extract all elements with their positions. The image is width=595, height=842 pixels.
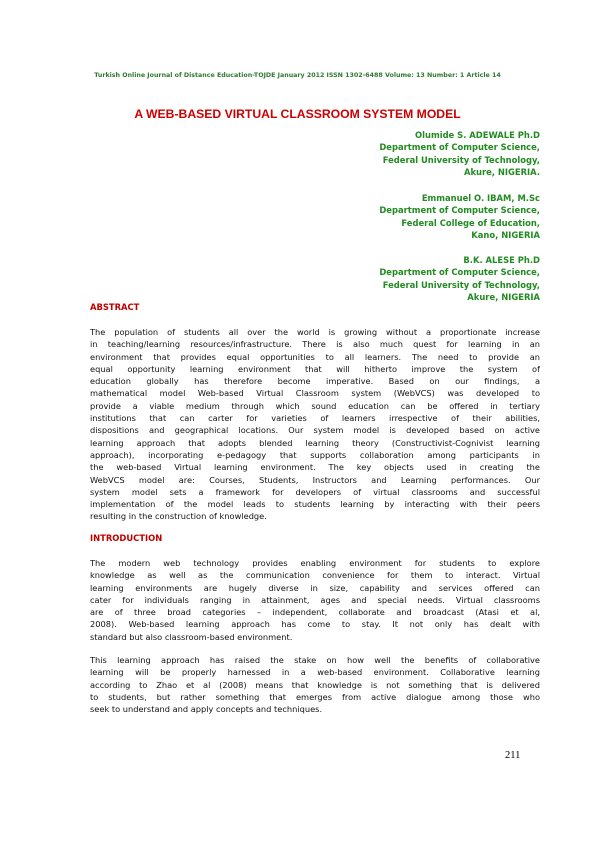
text-line: WebVCS model are: Courses, Students, Instructors and Learning performances. Our [90, 474, 540, 485]
author-affiliation-line: Federal University of Technology, [382, 154, 540, 165]
page-number: 211 [505, 750, 521, 761]
text-line: 2008). Web-based learning approach has come to stay. It not only has dealt with [90, 619, 540, 630]
running-header: Turkish Online Journal of Distance Education-TOJDE January 2012 ISSN 1302-6488 Volume: 13 Number: 1 Article 14 [94, 72, 501, 79]
author-block-3 [379, 254, 540, 304]
text-line: provide a viable medium through which sound education can be offered in tertiary [90, 400, 540, 411]
author-affiliation-line: Federal College of Education, [401, 217, 540, 228]
author-affiliation-line: Kano, NIGERIA [471, 230, 540, 241]
author-affiliation-line: Akure, NIGERIA [467, 292, 540, 303]
introduction-heading: INTRODUCTION [90, 533, 163, 543]
text-line: seek to understand and apply concepts and techniques. [90, 704, 323, 715]
text-line: are of three broad categories – independent, collaborate and broadcast (Atasi et al, [90, 607, 540, 618]
text-line: equal opportunity learning environment that will hitherto improve the system of [90, 363, 540, 374]
text-line: implementation of the model leads to students learning by interacting with their peers [90, 499, 540, 510]
text-line: to students, but rather something that emerges from active dialogue among those who [90, 691, 540, 702]
introduction-paragraph-1 [90, 557, 540, 643]
text-line: The population of students all over the world is growing without a proportionate increase [90, 327, 540, 337]
text-line: the web-based Virtual learning environment. The key objects used in creating the [90, 462, 540, 473]
abstract-body [90, 326, 540, 523]
introduction-paragraph-2 [90, 654, 540, 715]
author-block-2 [379, 192, 540, 242]
text-line: mathematical model Web-based Virtual Classroom system (WebVCS) was developed to [90, 388, 540, 399]
text-line: cater for individuals ranging in attainment, ages and special needs. Virtual classrooms [90, 594, 540, 605]
text-line: learning will be properly harnessed in a web-based environment. Collaborative learning [90, 667, 540, 678]
text-line: standard but also classroom-based environment. [90, 631, 293, 642]
text-line: resulting in the construction of knowledge. [90, 511, 267, 522]
text-line: education globally has therefore become imperative. Based on our findings, a [90, 376, 540, 387]
author-affiliation-line: Department of Computer Science, [379, 267, 540, 278]
text-line: environment that provides equal opportunities to all learners. The need to provide an [90, 351, 540, 362]
text-line: learning approach that adopts blended learning theory (Constructivist-Cognivist learning [90, 437, 540, 448]
text-line: The modern web technology provides enabling environment for students to explore [90, 558, 540, 568]
author-affiliation-line: Federal University of Technology, [382, 279, 540, 290]
author-name: B.K. ALESE Ph.D [463, 255, 540, 265]
author-affiliation-line: Department of Computer Science, [379, 205, 540, 216]
text-line: system model sets a framework for developers of virtual classrooms and successful [90, 486, 540, 497]
author-name: Olumide S. ADEWALE Ph.D [415, 130, 540, 140]
text-line: This learning approach has raised the stake on how well the benefits of collaborative [90, 655, 540, 665]
author-affiliation-line: Akure, NIGERIA. [463, 167, 540, 178]
text-line: according to Zhao et al (2008) means that knowledge is not something that is delivered [90, 679, 540, 690]
author-block-1 [379, 129, 540, 179]
text-line: in teaching/learning resources/infrastructure. There is also much quest for learning in an [90, 339, 540, 350]
text-line: learning environments are hugely diverse in size, capability and services offered can [90, 582, 540, 593]
author-affiliation-line: Department of Computer Science, [379, 142, 540, 153]
paper-title: A WEB-BASED VIRTUAL CLASSROOM SYSTEM MODEL [134, 107, 461, 121]
abstract-heading: ABSTRACT [90, 302, 140, 312]
text-line: knowledge as well as the communication convenience for them to interact. Virtual [90, 570, 540, 581]
text-line: approach), incorporating e-pedagogy that supports collaboration among participants in [90, 449, 540, 460]
text-line: institutions that can carter for varieties of learners irrespective of their abilities, [90, 413, 540, 424]
author-name: Emmanuel O. IBAM, M.Sc [421, 193, 540, 203]
text-line: dispositions and geographical locations. Our system model is developed based on active [90, 425, 540, 436]
